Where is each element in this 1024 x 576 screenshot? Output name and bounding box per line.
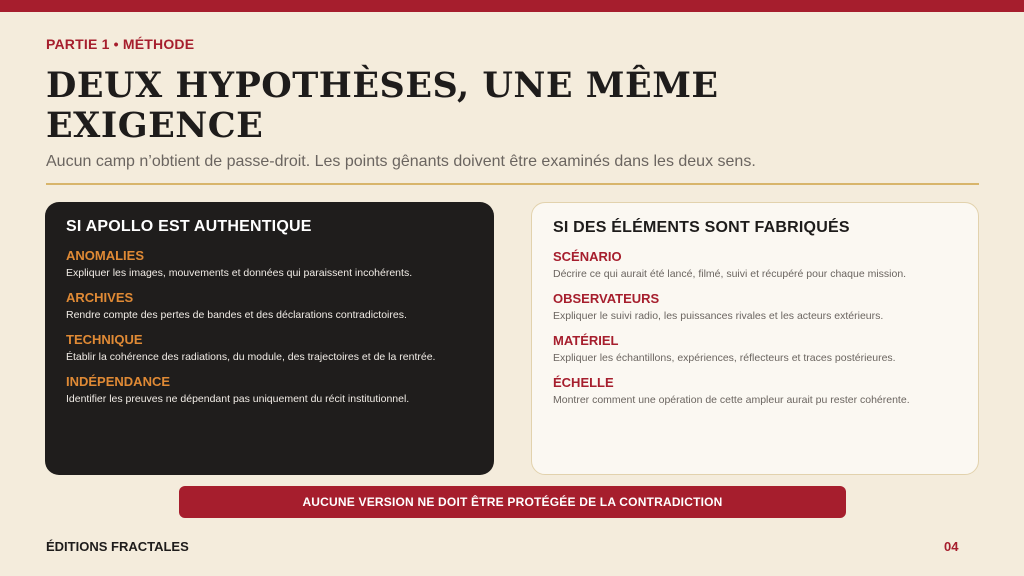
list-item — [553, 375, 956, 407]
item-text: Identifier les preuves ne dépendant pas uniquement du récit institutionnel. — [66, 393, 410, 405]
card-heading: SI APOLLO EST AUTHENTIQUE — [66, 218, 312, 235]
item-label: MATÉRIEL — [553, 333, 619, 348]
item-text: Montrer comment une opération de cette ampleur aurait pu rester cohérente. — [553, 394, 910, 406]
item-label: ANOMALIES — [66, 248, 144, 263]
list-item — [66, 290, 472, 322]
page-subtitle: Aucun camp n’obtient de passe-droit. Les points gênants doivent être examinés dans les deux sens. — [46, 153, 756, 170]
card-fabricated — [531, 202, 979, 475]
card-authentic — [45, 202, 494, 475]
item-label: ÉCHELLE — [553, 375, 614, 390]
header-divider — [46, 183, 979, 185]
item-text: Rendre compte des pertes de bandes et des déclarations contradictoires. — [66, 309, 407, 321]
item-text: Décrire ce qui aurait été lancé, filmé, suivi et récupéré pour chaque mission. — [553, 268, 907, 280]
item-text: Établir la cohérence des radiations, du module, des trajectoires et de la rentrée. — [66, 351, 436, 363]
item-label: OBSERVATEURS — [553, 291, 660, 306]
item-text: Expliquer le suivi radio, les puissances rivales et les acteurs extérieurs. — [553, 310, 884, 322]
page-number: 04 — [944, 539, 959, 554]
list-item — [553, 333, 956, 365]
item-text: Expliquer les échantillons, expériences, réflecteurs et traces postérieures. — [553, 352, 896, 364]
card-heading: SI DES ÉLÉMENTS SONT FABRIQUÉS — [553, 219, 850, 236]
item-label: ARCHIVES — [66, 290, 134, 305]
item-label: TECHNIQUE — [66, 332, 143, 347]
item-label: SCÉNARIO — [553, 249, 622, 264]
section-kicker: PARTIE 1 • MÉTHODE — [46, 36, 195, 52]
item-text: Expliquer les images, mouvements et données qui paraissent incohérents. — [66, 267, 413, 279]
publisher-name: ÉDITIONS FRACTALES — [46, 539, 189, 554]
list-item — [66, 332, 472, 364]
list-item — [66, 374, 472, 406]
item-label: INDÉPENDANCE — [66, 374, 171, 389]
top-accent-bar — [0, 0, 1024, 12]
conclusion-banner: AUCUNE VERSION NE DOIT ÊTRE PROTÉGÉE DE LA CONTRADICTION — [179, 486, 846, 518]
list-item — [553, 291, 956, 323]
page-title: DEUX HYPOTHÈSES, UNE MÊME EXIGENCE — [46, 65, 719, 146]
list-item — [66, 248, 472, 280]
list-item — [553, 249, 956, 281]
